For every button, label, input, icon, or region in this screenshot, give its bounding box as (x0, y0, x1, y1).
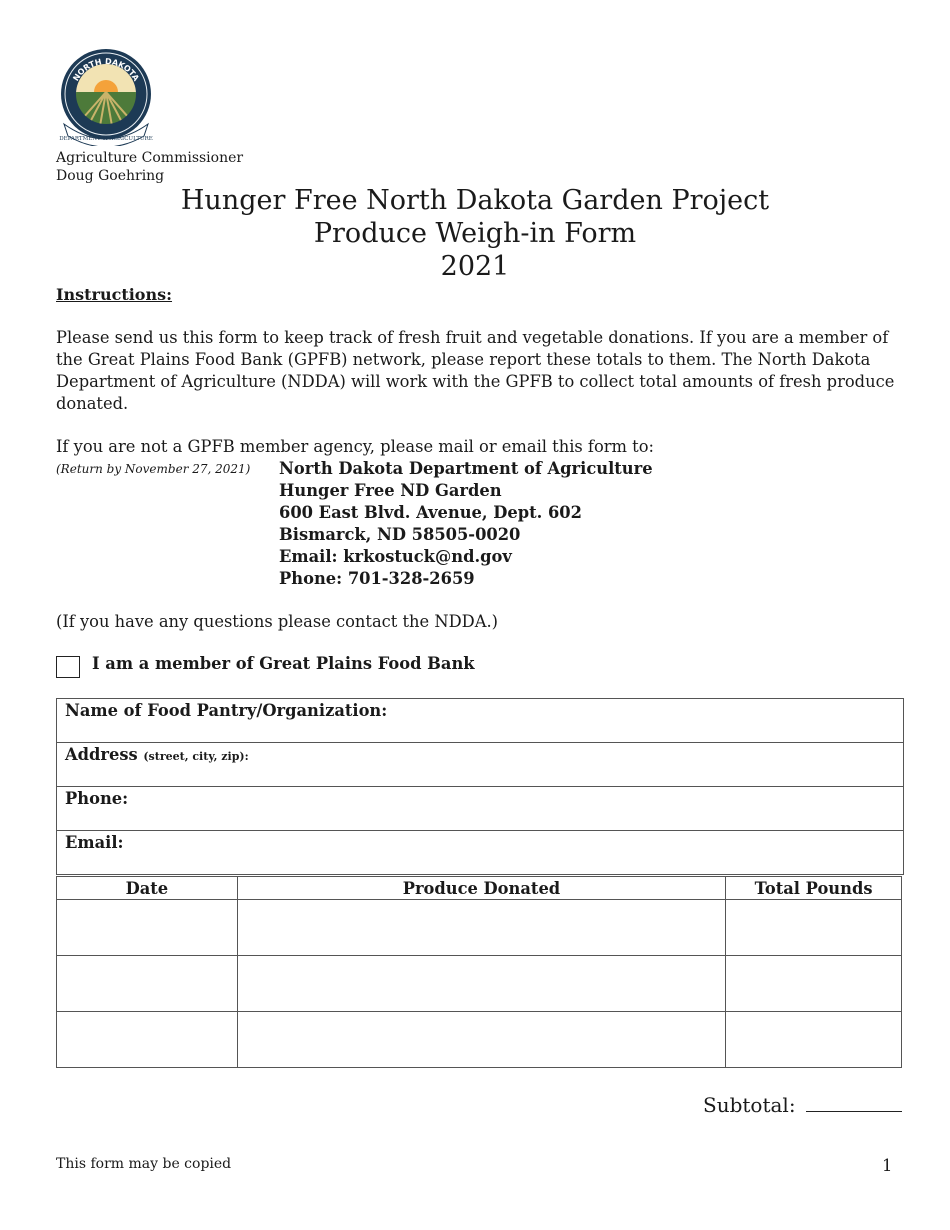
produce-cell[interactable] (237, 956, 725, 1012)
phone-label: Phone: (65, 789, 129, 808)
commissioner-name: Doug Goehring (56, 168, 165, 184)
questions-note: (If you have any questions please contact the NDDA.) (56, 612, 498, 631)
title-line-1: Hunger Free North Dakota Garden Project (180, 185, 770, 216)
pounds-cell[interactable] (726, 956, 902, 1012)
seal-top-text: NORTH DAKOTA (71, 56, 141, 83)
date-cell[interactable] (57, 1012, 238, 1068)
email-field[interactable] (57, 831, 903, 875)
pounds-cell[interactable] (726, 900, 902, 956)
title-line-2: Produce Weigh-in Form (313, 218, 637, 249)
column-header-pounds: Total Pounds (726, 877, 902, 900)
produce-table (56, 876, 902, 1068)
member-checkbox[interactable] (56, 656, 80, 678)
member-checkbox-label: I am a member of Great Plains Food Bank (92, 654, 475, 673)
instructions-heading: Instructions: (56, 285, 173, 304)
address-line: Hunger Free ND Garden (279, 481, 502, 500)
return-by-note: (Return by November 27, 2021) (56, 462, 251, 476)
mail-intro: If you are not a GPFB member agency, please mail or email this form to: (56, 437, 654, 456)
table-row (57, 1012, 902, 1068)
address-phone: Phone: 701-328-2659 (279, 569, 475, 588)
email-label: Email: (65, 833, 124, 852)
commissioner-block (56, 149, 243, 185)
address-email: Email: krkostuck@nd.gov (279, 547, 512, 566)
phone-field[interactable] (57, 787, 903, 831)
address-line: North Dakota Department of Agriculture (279, 459, 653, 478)
table-row (57, 900, 902, 956)
seal-ribbon-text: DEPARTMENT of AGRICULTURE (59, 136, 153, 142)
nd-agriculture-seal-logo (56, 46, 156, 146)
footer-note: This form may be copied (56, 1156, 232, 1172)
organization-name-label: Name of Food Pantry/Organization: (65, 701, 388, 720)
address-line: 600 East Blvd. Avenue, Dept. 602 (279, 503, 582, 522)
page-number: 1 (882, 1156, 893, 1175)
form-title (0, 184, 950, 283)
title-line-3: 2021 (440, 251, 510, 282)
address-label: Address (65, 745, 138, 764)
column-header-produce: Produce Donated (237, 877, 725, 900)
commissioner-title: Agriculture Commissioner (56, 150, 244, 166)
mailing-address (279, 458, 653, 590)
subtotal-blank-line[interactable] (806, 1111, 902, 1112)
table-header-row (57, 877, 902, 900)
address-hint: (street, city, zip): (143, 750, 249, 763)
address-line: Bismarck, ND 58505-0020 (279, 525, 521, 544)
subtotal-label: Subtotal: (703, 1093, 796, 1117)
column-header-date: Date (57, 877, 238, 900)
instructions-body: Please send us this form to keep track of fresh fruit and vegetable donations. If you are a member of the Great Plains Food Bank (GPFB) network, please report these totals to them. The North Dakota Department of Agriculture (NDDA) will work with the GPFB to collect total amounts of fresh produce donated. (56, 328, 895, 413)
subtotal (703, 1093, 902, 1117)
pounds-cell[interactable] (726, 1012, 902, 1068)
table-row (57, 956, 902, 1012)
produce-cell[interactable] (237, 900, 725, 956)
organization-info-table (56, 698, 904, 875)
organization-name-field[interactable] (57, 699, 903, 743)
address-field[interactable] (57, 743, 903, 787)
date-cell[interactable] (57, 956, 238, 1012)
date-cell[interactable] (57, 900, 238, 956)
produce-cell[interactable] (237, 1012, 725, 1068)
